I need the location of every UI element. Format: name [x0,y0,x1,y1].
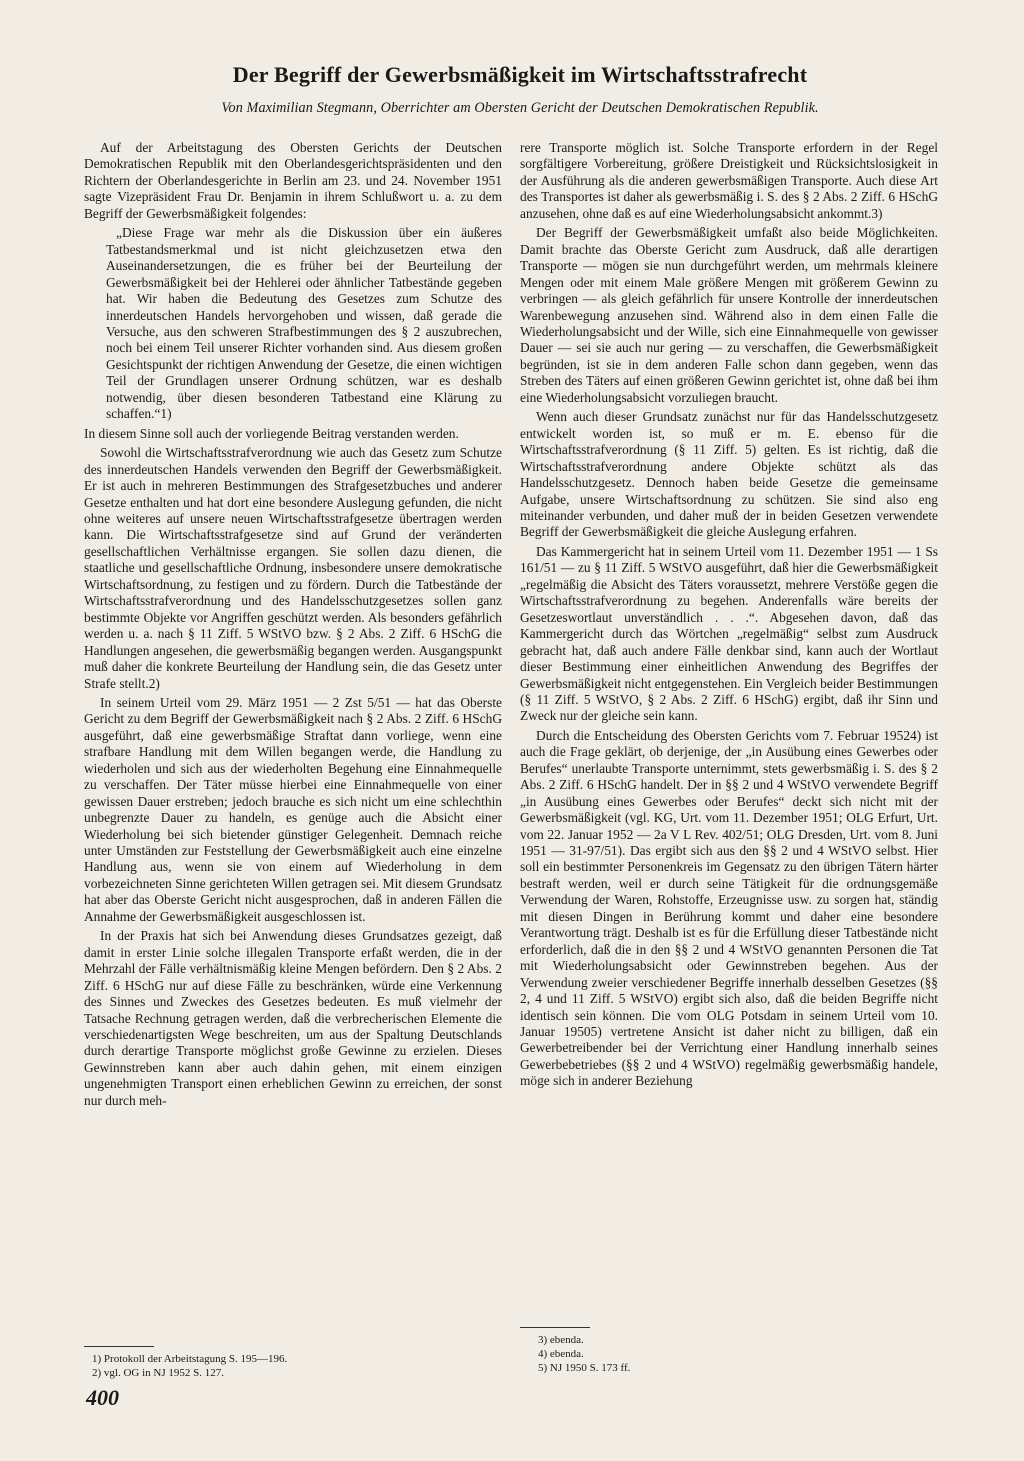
article-title: Der Begriff der Gewerbsmäßigkeit im Wirtschaftsstrafrecht [232,62,808,87]
paragraph: Der Begriff der Gewerbsmäßigkeit umfaßt also beide Möglichkeiten. Damit brachte das Oberste Gericht zum Ausdruck, daß alle derartigen Transporte — mögen sie nun durchgeführt werden, um mehrmals kleinere Mengen oder mit einem Male größere Mengen mit größerem Gewinn zu verbringen — als gleich gefährlich für unsere Kontrolle der innerdeutschen Warenbewegung anzusehen sind. Während also in dem einen Falle die Wiederholungsabsicht und der Wille, sich eine Einnahmequelle von gewisser Dauer — sei sie auch nur gering — zu verschaffen, die Gewerbsmäßigkeit begründen, ist sie in dem anderen Falle schon dann gegeben, wenn das Streben des Täters auf einen größeren Gewinn gerichtet ist, ohne daß bei ihm eine Wiederholungsabsicht vorzuliegen braucht. [520,225,938,405]
footnotes-right [538,1333,918,1375]
paragraph: In diesem Sinne soll auch der vorliegende Beitrag verstanden werden. [84,425,459,441]
footnote: 3) ebenda. [538,1334,584,1346]
article-byline: Von Maximilian Stegmann, Oberrichter am Obersten Gericht der Deutschen Demokratischen Republik. [221,100,819,116]
left-column [84,140,502,1112]
footnote: 1) Protokoll der Arbeitstagung S. 195—196. [92,1353,288,1365]
paragraph: rere Transporte möglich ist. Solche Transporte erfordern in der Regel sorgfältigere Vorbereitung, größere Dreistigkeit und Rücksichtslosigkeit in der Ausführung als die anderen gewerbsmäßigen Transporte. Auch diese Art des Transportes ist daher als gewerbsmäßig i. S. des § 2 Abs. 2 Ziff. 6 HSchG anzusehen, ohne daß es auf eine Wiederholungsabsicht ankommt.3) [520,140,938,221]
paragraph: Auf der Arbeitstagung des Obersten Gerichts der Deutschen Demokratischen Republik mit den Oberlandesgerichtspräsidenten und den Richtern der Oberlandesgerichte in Berlin am 23. und 24. November 1951 sagte Vizepräsident Frau Dr. Benjamin in ihrem Schlußwort u. a. zu dem Begriff der Gewerbsmäßigkeit folgendes: [84,140,502,221]
footnote-rule-left [84,1346,154,1347]
right-column [520,140,938,1093]
quote-text: „Diese Frage war mehr als die Diskussion über ein äußeres Tatbestandsmerkmal und ist nicht gleichzusetzen etwa den Auseinandersetzungen, die es früher bei der Beurteilung der Gewerbsmäßigkeit bei der Hehlerei oder ähnlicher Tatbestände gegeben hat. Wir haben die Bedeutung des Gesetzes zum Schutze des innerdeutschen Handels hervorgehoben und wissen, daß gerade die Versuche, aus den schweren Strafbestimmungen des § 2 auszubrechen, noch bei einem Teil unserer Richter vorhanden sind. Aus diesem großen Gesichtspunkt der richtigen Anwendung der Gesetze, die einen wichtigen Teil der Grundlagen unserer Ordnung schützen, war es deshalb notwendig, über diesen besonderen Tatbestand eine Klärung zu schaffen.“1) [106,225,502,422]
footnotes-left [92,1352,492,1380]
paragraph: Wenn auch dieser Grundsatz zunächst nur für das Handelsschutzgesetz entwickelt worden ist, so muß er m. E. ebenso für die Wirtschaftsstrafverordnung (§ 11 Ziff. 5) gelten. Es ist richtig, daß die Wirtschaftsstrafverordnung andere Objekte schützt als das Handelsschutzgesetz. Dennoch haben beide Gesetze die gemeinsame Aufgabe, unsere Wirtschaftsordnung zu schützen. Sie sind also eng miteinander verbunden, und daher muß der in beiden Gesetzen verwendete Begriff der Gewerbsmäßigkeit die gleiche Auslegung erfahren. [520,409,938,540]
paragraph: Das Kammergericht hat in seinem Urteil vom 11. Dezember 1951 — 1 Ss 161/51 — zu § 11 Ziff. 5 WStVO ausgeführt, daß hier die Gewerbsmäßigkeit „regelmäßig die Absicht des Täters voraussetzt, mehrere Verstöße gegen die Wirtschaftsstrafverordnung zu begehen. Anderenfalls wäre bereits der Gesetzeswortlaut unverständlich . . .“. Abgesehen davon, daß das Kammergericht durch das Wörtchen „regelmäßig“ selbst zum Ausdruck gebracht hat, daß auch andere Fälle denkbar sind, kann auch der Wortlaut dieser Bestimmung einer einheitlichen Anwendung des Begriffes der Gewerbsmäßigkeit nicht entgegenstehen. Ein Vergleich beider Bestimmungen (§ 11 Ziff. 5 WStVO, § 2 Abs. 2 Ziff. 6 HSchG) ergibt, daß ihr Sinn und Zweck nur der gleiche sein kann. [520,543,938,724]
footnote: 5) NJ 1950 S. 173 ff. [538,1362,631,1374]
footnote: 2) vgl. OG in NJ 1952 S. 127. [92,1367,225,1379]
footnote: 4) ebenda. [538,1348,584,1360]
footnote-rule-right [520,1327,590,1328]
paragraph: In seinem Urteil vom 29. März 1951 — 2 Zst 5/51 — hat das Oberste Gericht zu dem Begriff der Gewerbsmäßigkeit nach § 2 Abs. 2 Ziff. 6 HSchG ausgeführt, daß eine gewerbsmäßige Straftat dann vorliege, wenn eine strafbare Handlung mit dem Willen begangen werde, die Handlung zu wiederholen und sich aus der wiederholten Begehung eine Einnahmequelle zu verschaffen. Der Täter müsse hierbei eine Einnahmequelle von einer gewissen Dauer erstreben; jedoch brauche es sich nicht um eine schlechthin unbegrenzte Dauer zu handeln, es genüge auch die Absicht einer Wiederholung bei sich bietender günstiger Gelegenheit. Demnach reiche unter Umständen zur Feststellung der Gewerbsmäßigkeit auch eine einzelne Handlung aus, wenn sie von einem auf Wiederholung in dem vorbezeichneten Sinne gerichteten Willen getragen sei. Mit diesem Grundsatz hat aber das Oberste Gericht nicht ausgesprochen, daß in anderen Fällen die Annahme der Gewerbsmäßigkeit ausgeschlossen ist. [84,694,502,924]
paragraph: Sowohl die Wirtschaftsstrafverordnung wie auch das Gesetz zum Schutze des innerdeutschen Handels verwenden den Begriff der Gewerbsmäßigkeit. Er ist auch in mehreren Bestimmungen des Strafgesetzbuches und anderer Gesetze enthalten und hat dort eine besondere Auslegung gefunden, die nicht ohne weiteres auf unsere neuen Wirtschaftsstrafgesetze übertragen werden kann. Die Wirtschaftsstrafgesetze sind auf Grund der veränderten gesellschaftlichen Verhältnisse ergangen. Sie sollen dazu dienen, die staatliche und gesellschaftliche Ordnung, insbesondere unsere demokratische Wirtschaftsordnung, zu festigen und zu fördern. Durch die Tatbestände der Wirtschaftsstrafverordnung und des Handelsschutzgesetzes sollen ganz bestimmte Objekte vor Angriffen geschützt werden. Als besonders gefährlich werden u. a. nach § 11 Ziff. 5 WStVO bzw. § 2 Abs. 2 Ziff. 6 HSchG die Handlungen angesehen, die gewerbsmäßig begangen werden. Ausgangspunkt muß daher die konkrete Beurteilung der Handlung sein, die das Gesetz unter Strafe stellt.2) [84,445,502,691]
paragraph: Durch die Entscheidung des Obersten Gerichts vom 7. Februar 19524) ist auch die Frage geklärt, ob derjenige, der „in Ausübung eines Gewerbes oder Berufes“ unerlaubte Transporte unternimmt, stets gewerbsmäßig i. S. des § 2 Abs. 2 Ziff. 6 HSchG handelt. Der in §§ 2 und 4 WStVO verwendete Begriff „in Ausübung eines Gewerbes oder Berufes“ deckt sich nicht mit der Gewerbsmäßigkeit (vgl. KG, Urt. vom 11. Dezember 1951; OLG Erfurt, Urt. vom 22. Januar 1952 — 2a V L Rev. 402/51; OLG Dresden, Urt. vom 8. Juni 1951 — 31-97/51). Das ergibt sich aus den §§ 2 und 4 WStVO selbst. Hier soll ein bestimmter Personenkreis im Gegensatz zu den übrigen Tätern härter bestraft werden, weil er durch seine Tätigkeit für die ordnungsgemäße Verwendung der Waren, Rohstoffe, Erzeugnisse usw. zu sorgen hat, ständig mit diesen Dingen in Berührung kommt und daher eine besondere Verantwortung trägt. Deshalb ist es für die Erfüllung dieser Tatbestände nicht erforderlich, daß die in den §§ 2 und 4 WStVO genannten Personen die Tat mit Wiederholungsabsicht oder Gewinnstreben begehen. Aus der Verwendung zweier verschiedener Begriffe innerhalb desselben Gesetzes (§§ 2, 4 und 11 Ziff. 5 WStVO) ergibt sich also, daß die beiden Begriffe nicht identisch sein können. Die vom OLG Potsdam in seinem Urteil vom 10. Januar 19505) vertretene Ansicht ist daher nicht zu billigen, daß ein Gewerbetreibender bei der Verrichtung einer Handlung innerhalb seines Gewerbebetriebes (§§ 2 und 4 WStVO) regelmäßig gewerbsmäßig handele, möge sich in anderer Beziehung [520,727,938,1089]
page-number: 400 [86,1385,119,1410]
paragraph: In der Praxis hat sich bei Anwendung dieses Grundsatzes gezeigt, daß damit in erster Linie solche illegalen Transporte erfaßt werden, die in der Mehrzahl der Fälle verhältnismäßig kleine Mengen befördern. Den § 2 Abs. 2 Ziff. 6 HSchG nur auf diese Fälle zu beschränken, würde eine Verkennung des Sinnes und Zweckes des Gesetzes bedeuten. Es muß vielmehr der Tatsache Rechnung getragen werden, daß die verbrecherischen Elemente die verschiedenartigsten Wege beschreiten, um aus der Spaltung Deutschlands durch derartige Transporte möglichst große Gewinne zu erzielen. Dieses Gewinnstreben kann aber auch dahin gehen, mit einem einzigen ungenehmigten Transport einen erheblichen Gewinn zu erreichen, der sonst nur durch meh- [84,928,502,1108]
quotation [106,225,502,422]
